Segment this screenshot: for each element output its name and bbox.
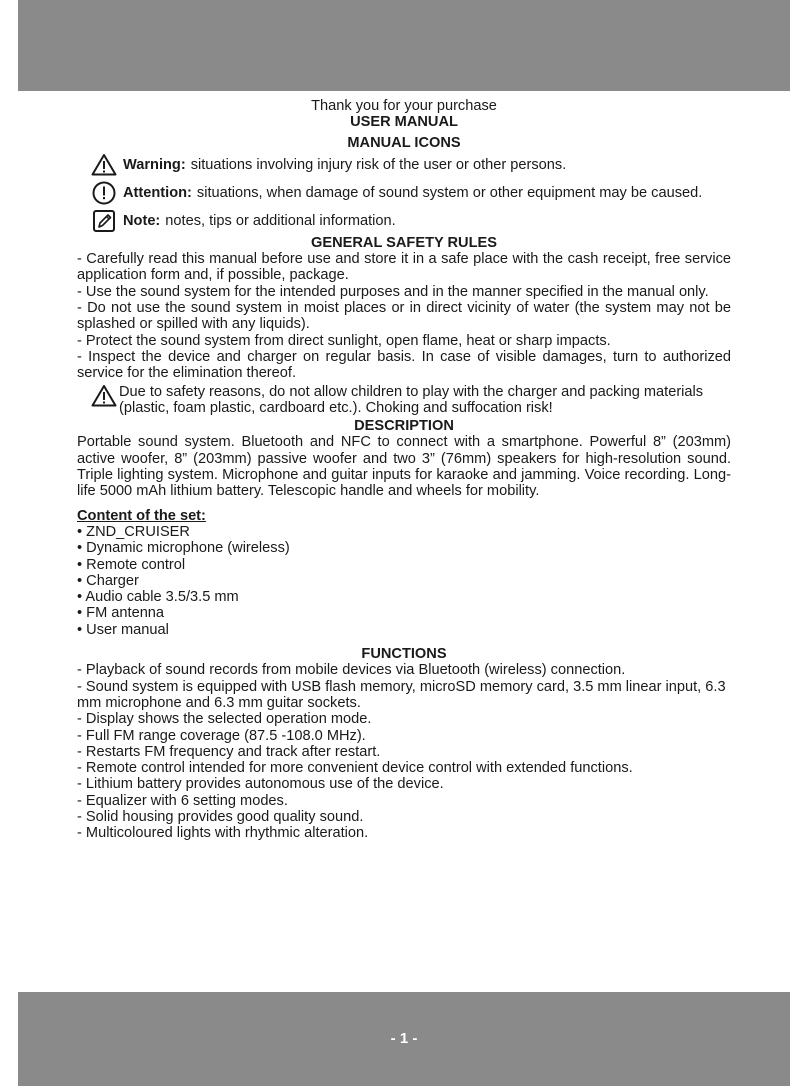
description-heading: DESCRIPTION [354,418,454,435]
function-item: - Solid housing provides good quality sound. [77,808,364,825]
warning-legend-row [90,151,731,179]
safety-rule: - Do not use the sound system in moist places or in direct vicinity of water (the system may not be splashed or spilled with any liquids). [77,300,731,333]
manual-title: USER MANUAL [350,114,458,131]
function-item: - Restarts FM frequency and track after restart. [77,743,381,760]
note-description: notes, tips or additional information. [165,212,396,229]
description-text: Portable sound system. Bluetooth and NFC to connect with a smartphone. Powerful 8” (203mm) active woofer, 8” (203mm) passive woofer and two 3” (76mm) speakers for high-resolution sound. Triple lighting system. Microphone and guitar inputs for karaoke and jamming. Voice recording. Long-life 5000 mAh lithium battery. Telescopic handle and wheels for mobility. [77,434,731,500]
safety-rule: - Carefully read this manual before use and store it in a safe place with the cash receipt, free service application form and, if possible, package. [77,251,731,284]
function-item: - Remote control intended for more convenient device control with extended functions. [77,760,633,777]
warning-triangle-icon [90,153,118,177]
function-item: - Multicoloured lights with rhythmic alteration. [77,825,369,842]
safety-rule: - Use the sound system for the intended purposes and in the manner specified in the manual only. [77,283,709,300]
set-item: • ZND_CRUISER [77,523,190,540]
warning-triangle-icon [89,384,119,408]
page-number: - 1 - [390,1030,418,1047]
warning-label: Warning: [123,156,186,173]
safety-rule: - Protect the sound system from direct sunlight, open flame, heat or sharp impacts. [77,332,611,349]
function-item: - Display shows the selected operation mode. [77,711,372,728]
safety-heading: GENERAL SAFETY RULES [311,234,497,251]
manual-icons-heading: MANUAL ICONS [347,134,461,151]
note-legend-row [90,207,731,235]
function-item: - Lithium battery provides autonomous use of the device. [77,776,444,793]
note-pencil-icon [90,209,118,233]
footer-band [18,992,790,1086]
attention-circle-icon [90,181,118,205]
note-label: Note: [123,212,161,229]
safety-rule: - Inspect the device and charger on regular basis. In case of visible damages, turn to authorized service for the elimination thereof. [77,348,731,382]
manual-page-content [77,98,731,842]
content-of-set-heading: Content of the set: [77,507,206,524]
attention-legend-row [90,179,731,207]
attention-label: Attention: [123,184,192,201]
set-item: • FM antenna [77,605,165,622]
children-warning-note [89,384,731,417]
function-item: - Full FM range coverage (87.5 -108.0 MHz). [77,727,366,744]
set-item: • Remote control [77,556,186,573]
warning-description: situations involving injury risk of the user or other persons. [190,156,567,173]
function-item: - Equalizer with 6 setting modes. [77,792,288,809]
header-band [18,0,790,91]
function-item: - Playback of sound records from mobile devices via Bluetooth (wireless) connection. [77,662,626,679]
functions-heading: FUNCTIONS [361,646,447,663]
set-item: • User manual [77,621,169,638]
thank-you-line: Thank you for your purchase [311,98,497,114]
function-item: - Sound system is equipped with USB flash memory, microSD memory card, 3.5 mm linear input, 6.3 mm microphone and 6.3 mm guitar sockets. [77,678,726,711]
set-item: • Charger [77,572,139,589]
set-item: • Audio cable 3.5/3.5 mm [77,589,239,606]
children-warning-text: Due to safety reasons, do not allow children to play with the charger and packing materials (plastic, foam plastic, cardboard etc.). Choking and suffocation risk! [119,383,704,416]
attention-description: situations, when damage of sound system or other equipment may be caused. [196,184,703,201]
set-item: • Dynamic microphone (wireless) [77,540,290,557]
